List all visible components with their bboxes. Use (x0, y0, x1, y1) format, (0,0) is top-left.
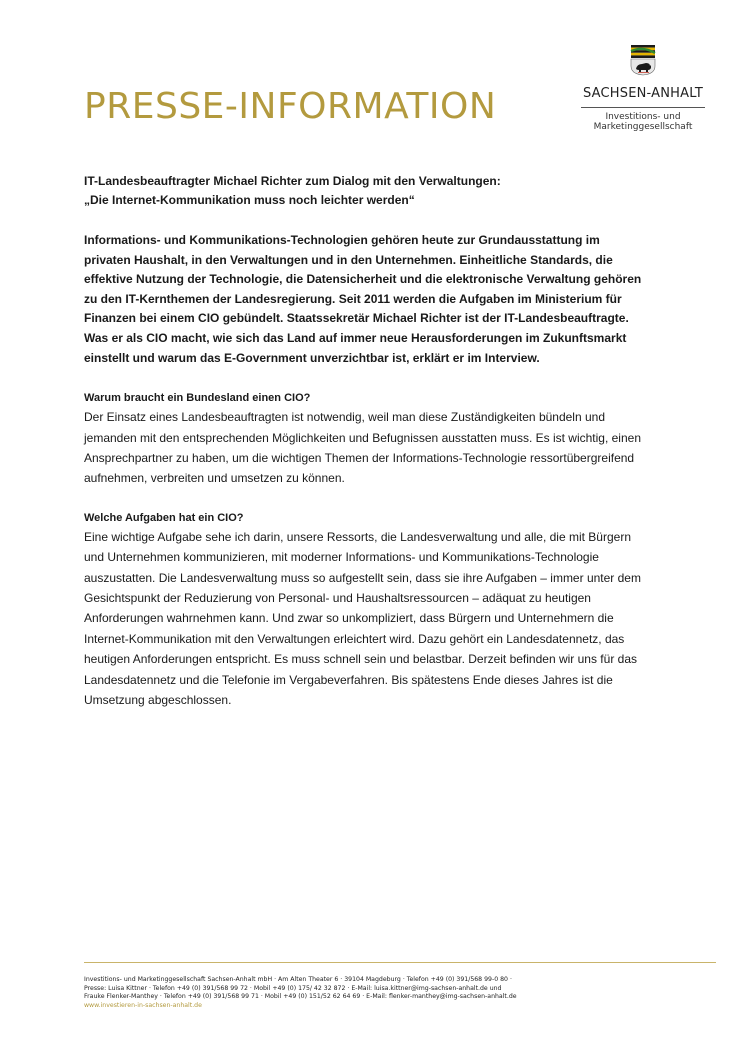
logo-subtitle-line: Marketinggesellschaft (593, 122, 693, 132)
footer-line: Presse: Luisa Kittner · Telefon +49 (0) 391/568 99 72 · Mobil +49 (0) 175/ 42 32 872 · E-Mail: luisa.kittner@img-sachsen-anhalt.de und (84, 984, 502, 992)
coat-of-arms-icon (630, 44, 656, 76)
logo-subtitle (578, 112, 708, 132)
footer-divider (84, 962, 716, 963)
headline-line: IT-Landesbeauftragter Michael Richter zum Dialog mit den Verwaltungen: (84, 174, 501, 188)
article-intro: Informations- und Kommunikations-Technologien gehören heute zur Grundausstattung im privaten Haushalt, in den Verwaltungen und in den Unternehmen. Einheitliche Standards, die effektive Nutzung der Technologie, die Datensicherheit und die elektronische Verwaltung gehören zu den IT-Kernthemen der Landesregierung. Seit 2011 werden die Aufgaben im Ministerium für Finanzen bei einem CIO gebündelt. Staatssekretär Michael Richter ist der IT-Landesbeauftragte. Was er als CIO macht, wie sich das Land auf immer neue Herausforderungen im Zukunftsmarkt einstellt und warum das E-Government unverzichtbar ist, erklärt er im Interview. (84, 233, 642, 365)
interview-question: Warum braucht ein Bundesland einen CIO? (84, 392, 311, 405)
article-headline (84, 172, 644, 210)
footer-contact (84, 976, 724, 1010)
logo-name: SACHSEN-ANHALT (582, 86, 704, 101)
footer-line: Investitions- und Marketinggesellschaft Sachsen-Anhalt mbH · Am Alten Theater 6 · 39104 Magdeburg · Telefon +49 (0) 391/568 99-0 80 · (84, 976, 512, 983)
footer-line: Frauke Flenker-Manthey · Telefon +49 (0) 391/568 99 71 · Mobil +49 (0) 151/52 62 64 69 · E-Mail: flenker-manthey@img-sachsen-anhalt.de (84, 993, 517, 1001)
headline-line: „Die Internet-Kommunikation muss noch leichter werden“ (84, 193, 415, 207)
interview-answer: Eine wichtige Aufgabe sehe ich darin, unsere Ressorts, die Landesverwaltung und alle, die mit Bürgern und Unternehmen kommunizieren, mit moderner Informations- und Kommunikations-Technologie auszustatten. Die Landesverwaltung muss so aufgestellt sein, dass sie ihre Aufgaben – immer unter dem Gesichtspunkt der Reduzierung von Personal- und Haushaltsressourcen – adäquat zu heutigen Anforderungen wahrnehmen kann. Und zwar so unkompliziert, dass Bürgern und Unternehmern die Internet-Kommunikation mit den Verwaltungen erleichtert wird. Dazu gehört ein Landesdatennetz, das heutigen Anforderungen entspricht. Es muss schnell sein und belastbar. Derzeit befinden wir uns für das Landesdatennetz und die Telefonie im Vergabeverfahren. Bis spätestens Ende dieses Jahres ist die Umsetzung abgeschlossen. (84, 529, 641, 708)
article-body (84, 172, 644, 730)
page-title: PRESSE-INFORMATION (84, 86, 497, 127)
interview-answer: Der Einsatz eines Landesbeauftragten ist notwendig, weil man diese Zuständigkeiten bündeln und jemanden mit den entsprechenden Möglichkeiten und Befugnissen ausstatten muss. Es ist wichtig, einen Ansprechpartner zu haben, um die wichtigen Themen der Informations-Technologie ressortübergreifend aufnehmen, verbreiten und umsetzen zu können. (84, 410, 641, 486)
logo-subtitle-line: Investitions- und (605, 112, 681, 122)
footer-website-link[interactable]: www.investieren-in-sachsen-anhalt.de (84, 1001, 202, 1009)
interview-question: Welche Aufgaben hat ein CIO? (84, 511, 244, 524)
logo-divider (581, 107, 705, 108)
